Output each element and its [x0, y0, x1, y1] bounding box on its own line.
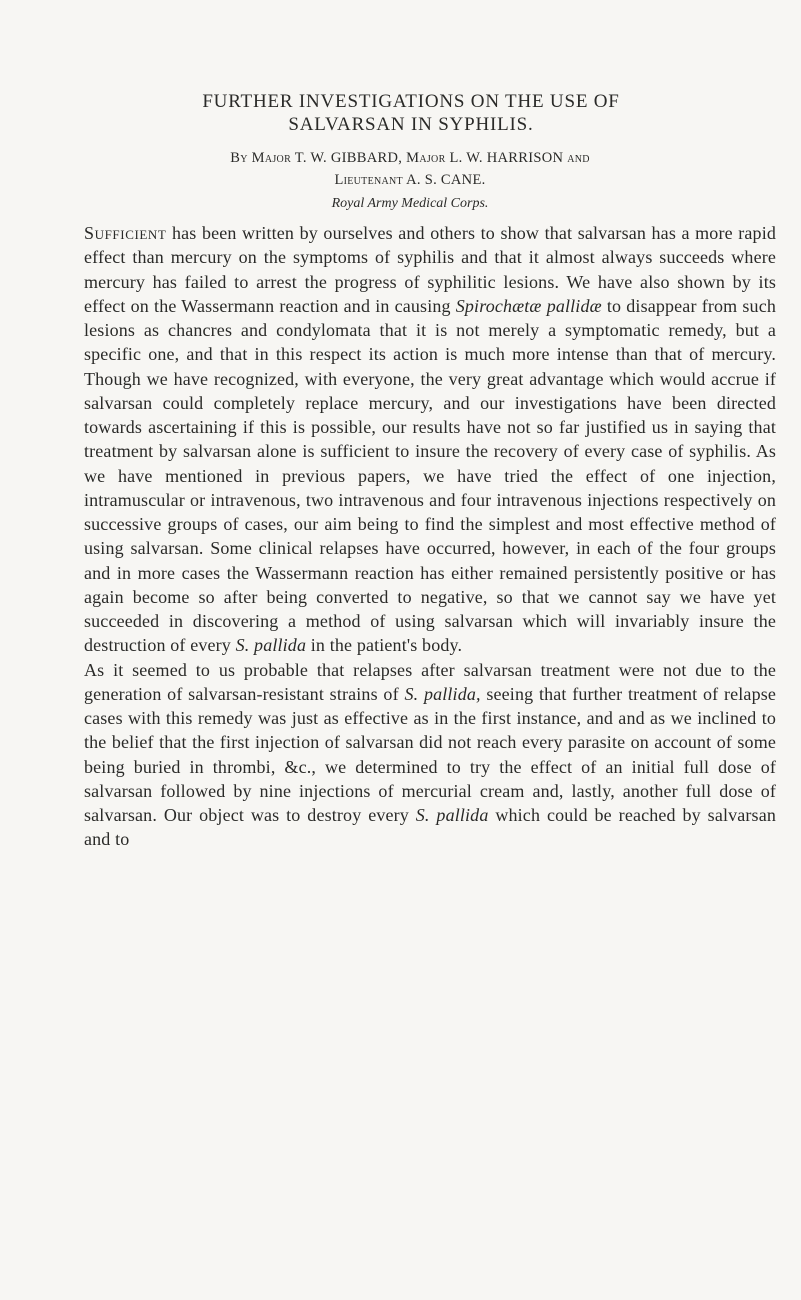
- paragraph-1-text-b: to disappear from such lesions as chancres and condylomata that it is not merely a symptomatic remedy, but a specific one, and that in this respect its action is much more intense than that of mercury. Though we have recognized, with everyone, the very great advantage which would accrue if salvarsan could completely replace mercury, and our investigations have been directed towards ascertaining if this is possible, our results have not so far justified us in saying that treatment by salvarsan alone is sufficient to insure the recovery of every case of syphilis. As we have mentioned in previous papers, we have tried the effect of one injection, intramuscular or intravenous, two intravenous and four intravenous injections respectively on successive groups of cases, our aim being to find the simplest and most effective method of using salvarsan. Some clinical relapses have occurred, however, in each of the four groups and in more cases the Wassermann reaction has either remained persistently positive or has again become so after being converted to negative, so that we cannot say we have yet succeeded in discovering a method of using salvarsan which will invariably insure the destruction of every: [84, 295, 776, 656]
- paragraph-1-italic-b: S. pallida: [235, 635, 307, 656]
- author-1-name: T. W. GIBBARD,: [294, 150, 403, 166]
- authors-line-2: [40, 169, 780, 191]
- paragraph-1-text-c: in the patient's body.: [306, 635, 463, 656]
- article-title-line-2: SALVARSAN IN SYPHILIS.: [288, 114, 534, 135]
- paragraph-2: [84, 658, 776, 852]
- authors-by: By: [230, 150, 248, 166]
- author-3-name: A. S. CANE.: [406, 172, 486, 188]
- paragraph-2-italic-a: S. pallida,: [404, 683, 481, 704]
- article-body: [84, 221, 776, 852]
- affiliation: Royal Army Medical Corps.: [331, 196, 489, 211]
- paragraph-1: [84, 221, 776, 658]
- paragraph-1-italic-a: Spirochætæ pallidæ: [455, 295, 602, 316]
- authors-and: and: [567, 150, 590, 166]
- author-2-name: L. W. HARRISON: [449, 150, 564, 166]
- paragraph-2-text-c: which could be reached by salvarsan and to: [84, 805, 777, 850]
- author-2-rank: Major: [406, 150, 446, 166]
- paragraph-1-lead-word: Sufficient: [84, 223, 167, 243]
- paragraph-2-text-b: seeing that further treatment of relapse cases with this remedy was just as effective as in the first instance, and and as we inclined to the belief that the first injection of salvarsan did not reach every parasite on account of some being buried in thrombi, &c., we determined to try the effect of an initial full dose of salvarsan followed by nine injections of mercurial cream and, lastly, another full dose of salvarsan. Our object was to destroy every: [84, 683, 777, 825]
- paragraph-1-text-a: has been written by ourselves and others to show that salvarsan has a more rapid effect than mercury on the symptoms of syphilis and that it almost always succeeds where mercury has failed to arrest the progress of syphilitic lesions. We have also shown by its effect on the Wassermann reaction and in causing: [84, 223, 776, 316]
- paragraph-2-italic-b: S. pallida: [415, 805, 489, 825]
- author-3-rank: Lieutenant: [334, 172, 403, 188]
- author-1-rank: Major: [251, 150, 292, 166]
- authors-line-1: [40, 147, 780, 169]
- article-title-line-1: FURTHER INVESTIGATIONS ON THE USE OF: [202, 91, 620, 112]
- paragraph-2-text-a: As it seemed to us probable that relapses after salvarsan treatment were not due to the generation of salvarsan-resistant strains of: [84, 659, 776, 704]
